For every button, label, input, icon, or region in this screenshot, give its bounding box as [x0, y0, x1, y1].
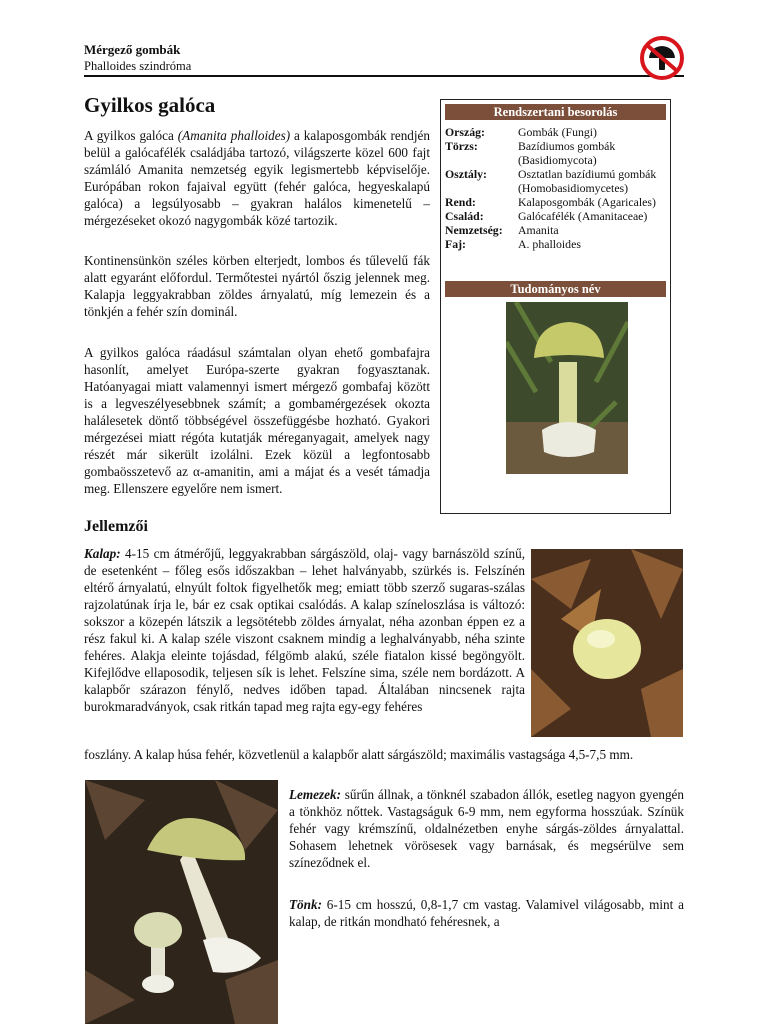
tonk-paragraph: Tönk: 6-15 cm hosszú, 0,8-1,7 cm vastag. Valamivel világosabb, mint a kalap, de ritkán mondható fehéresnek, a: [289, 897, 684, 929]
lemezek-paragraph: Lemezek: sűrűn állnak, a tönknél szabadon állók, esetleg nagyon gyengén a tönkhöz nőttek. Vastagságuk 6-9 mm, nem egyforma hosszúak. Színük fehér vagy krémszínű, oldalnézetben enyhe sárgás-zöldes árnyalattal. Sohasem lehetnek vörösesek vagy barnásak, és megsérülve sem színeződnek el.: [289, 787, 684, 870]
kalap-paragraph-tail: foszlány. A kalap húsa fehér, közvetlenül a kalapbőr alatt sárgászöld; maximális vastagsága 4,5-7,5 mm.: [84, 747, 634, 762]
taxonomy-row: Ország: Gombák (Fungi): [445, 125, 597, 139]
intro-paragraph-3: A gyilkos galóca ráadásul számtalan olyan ehető gombafajra hasonlít, amelyet Európa-szerte gyakran fogyasztanak. Hatóanyagai miatt valamennyi ismert mérgező gombafaj között is a legveszélyesebbnek számít; a gombamérgezések okozta halálesetek döntő többségével összefüggésbe hozható. Gyakori mérgezései miatt régóta kutatják méreganyagait, amelyek nagy részét már sikerült izolálni. Ezek közül a legfontosabb gombaösszetevő az α-amanitin, ami a májat és a vesét támadja meg. Ellenszere egyelőre nem ismert.: [84, 345, 430, 496]
taxonomy-heading: Rendszertani besorolás: [445, 104, 666, 120]
intro-paragraph-2: Kontinensünkön széles körben elterjedt, lombos és tűlevelű fák alatt egyaránt előfordul. Termőtestei nyártól őszig jelennek meg. Kalapja leggyakrabban zöldes árnyalatú, míg lemezein és a tönkjén a fehér szín dominál.: [84, 253, 430, 319]
no-mushroom-icon: [640, 36, 684, 80]
taxonomy-row: Nemzetség: Amanita: [445, 223, 559, 237]
mushroom-photo-1: [506, 302, 628, 474]
taxonomy-row: Rend: Kalaposgombák (Agaricales): [445, 195, 656, 209]
taxonomy-row: Törzs: Bazídiumos gombák (Basidiomycota): [445, 139, 616, 167]
section-heading: Jellemzői: [84, 518, 148, 535]
scientific-name-heading: Tudományos név: [445, 281, 666, 297]
taxonomy-row: Család: Galócafélék (Amanitaceae): [445, 209, 648, 223]
lemezek-label: Lemezek:: [289, 787, 341, 802]
intro-paragraph-1: A gyilkos galóca (Amanita phalloides) a kalaposgombák rendjén belül a galócafélék családjába tartozó, világszerte közel 600 fajt számláló Amanita nemzetség egyik legismertebb képviselője. Európában rokon fajaival együtt (fehér galóca, hegyeskalapú galóca) a legsúlyosabb – gyakran halálos kimenetelű – mérgezéseket okozó nagygombák közé tartozik.: [84, 128, 431, 228]
taxonomy-table: [445, 125, 667, 251]
kalap-paragraph: Kalap: 4-15 cm átmérőjű, leggyakrabban sárgászöld, olaj- vagy barnászöld színű, de esetenként – főleg esős időszakban – lehet halványabb, szürkés is. Felszínén eltérő árnyalatú, elnyúlt foltok figyelhetők meg; emiatt több szerző sugaras-szálas rajzolatúnak írja le, bár ez csak optikai csalódás. A kalap színeloszlása is változó: sokszor a közepén látszik a legsötétebb zöldes árnyalat, néha azonban éppen ez a rész fakul ki. A kalap széle viszont csaknem mindig a leghalványabb, néha szinte fehéres. Alakja eleinte tojásdad, félgömb alakú, széle fiatalon kissé begöngyölt. Kifejlődve ellaposodik, teljesen sík is lehet. Felszíne sima, széle nem bordázott. A kalapbőr szárazon fénylő, nedves időben tapad. Általában nincsenek rajta burokmaradványok, csak ritkán tapad meg rajta egy-egy fehéres: [84, 546, 525, 714]
taxonomy-row: Osztály: Osztatlan bazídiumú gombák (Homobasidiomycetes): [445, 167, 657, 195]
kalap-label: Kalap:: [84, 546, 121, 561]
taxonomy-row: Faj: A. phalloides: [445, 237, 581, 251]
tonk-label: Tönk:: [289, 897, 322, 912]
header-subtitle: Phalloides szindróma: [84, 59, 192, 73]
page-title: Gyilkos galóca: [84, 93, 216, 117]
mushroom-photo-2: [531, 549, 683, 737]
taxonomy-box: [440, 99, 671, 514]
mushroom-photo-3: [85, 780, 278, 1024]
latin-name: (Amanita phalloides): [177, 128, 291, 143]
header-title: Mérgező gombák: [84, 42, 181, 57]
header-rule: [84, 75, 684, 77]
